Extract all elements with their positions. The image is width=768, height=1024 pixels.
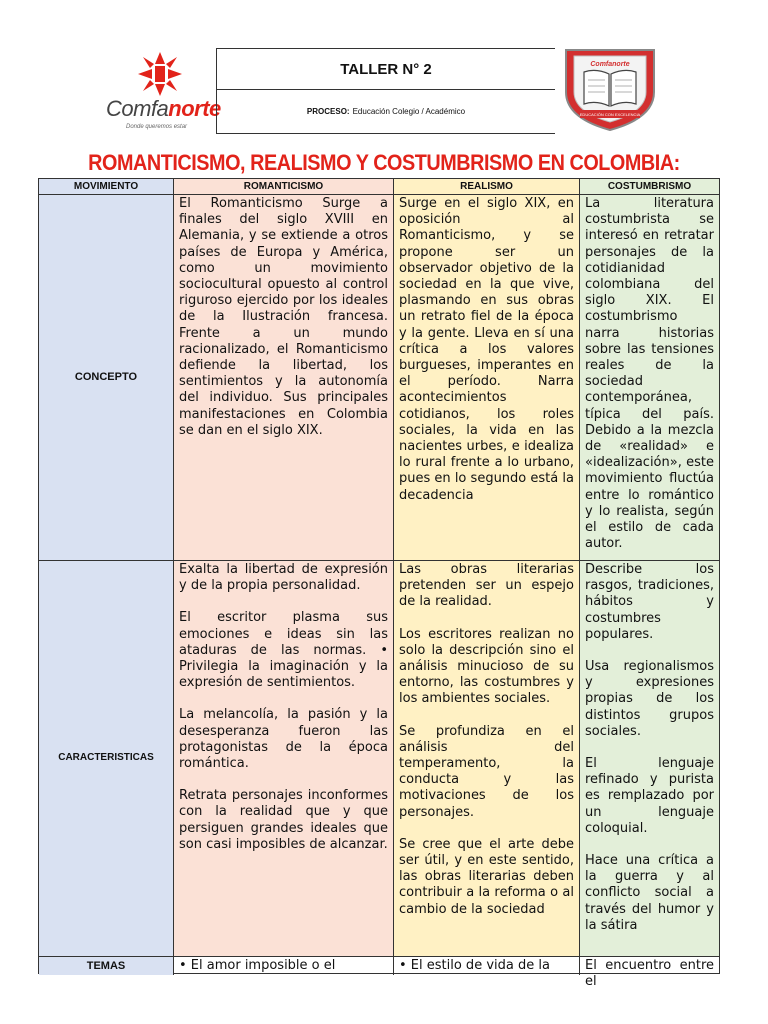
paragraph: El lenguaje refinado y purista es remplazado por un lenguaje coloquial. [585,756,714,836]
paragraph: • El amor imposible o el [179,958,336,973]
header-romanticismo: ROMANTICISMO [174,179,394,195]
paragraph: Se cree que el arte debe ser útil, y en este sentido, las obras literarias deben contribuir a la reforma o al cambio de la sociedad [399,836,574,917]
process-value: Educación Colegio / Académico [352,107,466,116]
header-title-box [216,48,555,134]
header-costumbrismo: COSTUMBRISMO [580,179,719,195]
paragraph: La melancolía, la pasión y la desesperanza fueron las protagonistas de la época romántica. [179,707,388,772]
paragraph: Retrata personajes inconformes con la realidad que y que persiguen grandes ideales que son casi imposibles de alcanzar. [179,788,388,852]
main-title: ROMANTICISMO, REALISMO Y COSTUMBRISMO EN COLOMBIA: [88,150,680,175]
comparison-table [38,178,720,990]
comfanorte-logo [104,48,221,132]
caracteristicas-realismo [394,561,580,957]
process-line [217,90,555,133]
paragraph: El encuentro entre el [585,958,714,990]
header-movimiento: MOVIMIENTO [39,179,174,195]
paragraph: El Romanticismo Surge a finales del siglo XVIII en Alemania, y se extiende a otros países de Europa y América, como un movimiento sociocultural opuesto al control riguroso ejercido por los ideales de la Ilustración francesa. Frente a un mundo racionalizado, el Romanticismo defiende la libertad, los sentimientos y la autonomía del individuo. Sus principales manifestaciones en Colombia se dan en el siglo XIX. [179,196,388,438]
paragraph: El escritor plasma sus emociones e ideas sin las ataduras de las normas. • Privilegia la imaginación y la expresión de sentimientos. [179,610,388,691]
header-realismo: REALISMO [394,179,580,195]
paragraph: Exalta la libertad de expresión y de la propia personalidad. [179,562,388,594]
logo-tagline: Donde queremos estar [126,124,188,130]
paragraph: Surge en el siglo XIX, en oposición al Romanticismo, y se propone ser un observador objetivo de la sociedad en la que vive, plasmando en sus obras un retrato fiel de la época y la gente. Lleva en sí una crítica a los valores burgueses, imperantes en el período. Narra acontecimientos cotidianos, los roles sociales, la vida en las nacientes urbes, e idealiza lo rural frente a lo urbano, pues en lo segundo está la decadencia [399,196,574,503]
paragraph: Usa regionalismos y expresiones propias de los distintos grupos sociales. [585,659,714,739]
paragraph: Las obras literarias pretenden ser un espejo de la realidad. [399,562,574,610]
shield-motto: EDUCACIÓN CON EXCELENCIA [579,112,641,117]
caracteristicas-romanticismo [174,561,394,957]
paragraph: • El estilo de vida de la [399,958,550,973]
temas-realismo [394,957,580,975]
caracteristicas-costumbrismo [580,561,719,957]
paragraph: Se profundiza en el análisis del temperamento, la conducta y las motivaciones de los personajes. [399,723,574,820]
concepto-romanticismo [174,195,394,561]
document-header [104,44,664,132]
logo-wordmark: Comfanorte [106,96,221,121]
process-label: PROCESO: [306,107,350,116]
row-label-temas: TEMAS [39,957,174,975]
paragraph: Los escritores realizan no solo la descripción sino el análisis minucioso de su entorno, las costumbres y los ambientes sociales. [399,626,574,707]
shield-name: Comfanorte [590,61,630,68]
temas-costumbrismo [580,957,719,990]
document-title: TALLER N° 2 [217,49,555,90]
concepto-costumbrismo [580,195,719,561]
row-label-concepto: CONCEPTO [39,195,174,561]
temas-romanticismo [174,957,394,975]
row-label-caracteristicas: CARACTERISTICAS [39,561,174,957]
school-shield-logo-icon [556,44,664,132]
starburst-logo-icon [138,52,182,96]
paragraph: Describe los rasgos, tradiciones, hábitos y costumbres populares. [585,562,714,642]
paragraph: Hace una crítica a la guerra y al conflicto social a través del humor y la sátira [585,853,714,933]
paragraph: La literatura costumbrista se interesó en retratar personajes de la cotidianidad colombiana del siglo XIX. El costumbrismo narra historias sobre las tensiones reales de la sociedad contemporánea, típica del país. Debido a la mezcla de «realidad» e «idealización», este movimiento fluctúa entre lo romántico y lo realista, según el estilo de cada autor. [585,196,714,552]
concepto-realismo [394,195,580,561]
